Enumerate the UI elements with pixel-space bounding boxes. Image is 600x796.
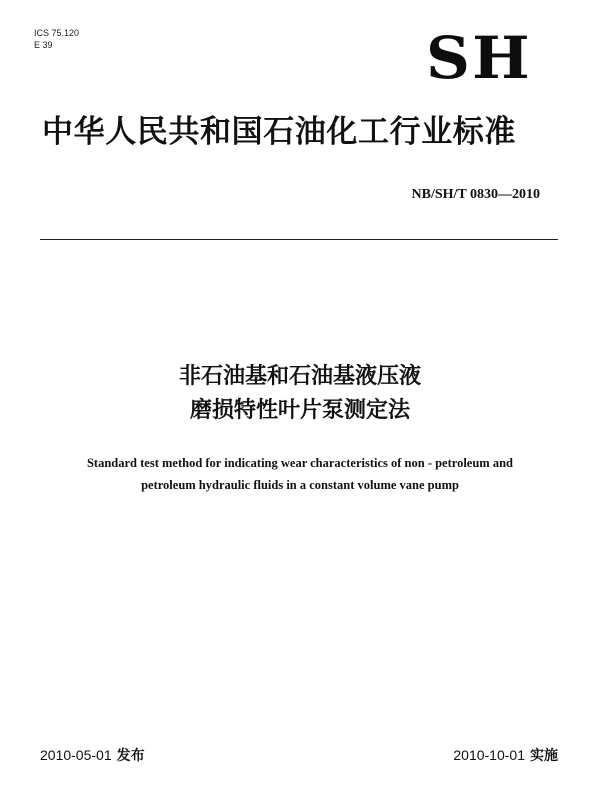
classification-codes (34, 27, 79, 51)
english-title (30, 452, 570, 496)
implementation-date: 2010-10-01 (453, 747, 525, 763)
chinese-title-line-2: 磨损特性叶片泵测定法 (189, 398, 410, 423)
sh-logo: SH (426, 24, 532, 92)
issue-label: 发布 (116, 747, 145, 763)
issue-date-block (40, 746, 145, 764)
english-title-line-1: Standard test method for indicating wear characteristics of non - petroleum and (86, 456, 514, 470)
ccs-code: E 39 (34, 40, 53, 50)
issue-date: 2010-05-01 (40, 747, 112, 763)
standard-category-title: 中华人民共和国石油化工行业标准 (42, 114, 516, 150)
ics-code: ICS 75.120 (34, 28, 80, 38)
chinese-title-line-1: 非石油基和石油基液压液 (178, 364, 421, 389)
implementation-date-block (453, 746, 558, 764)
standard-code: NB/SH/T 0830—2010 (411, 187, 540, 202)
chinese-title (0, 360, 600, 428)
header-divider (40, 239, 558, 240)
english-title-line-2: petroleum hydraulic fluids in a constant volume vane pump (141, 478, 459, 492)
implementation-label: 实施 (530, 747, 558, 763)
